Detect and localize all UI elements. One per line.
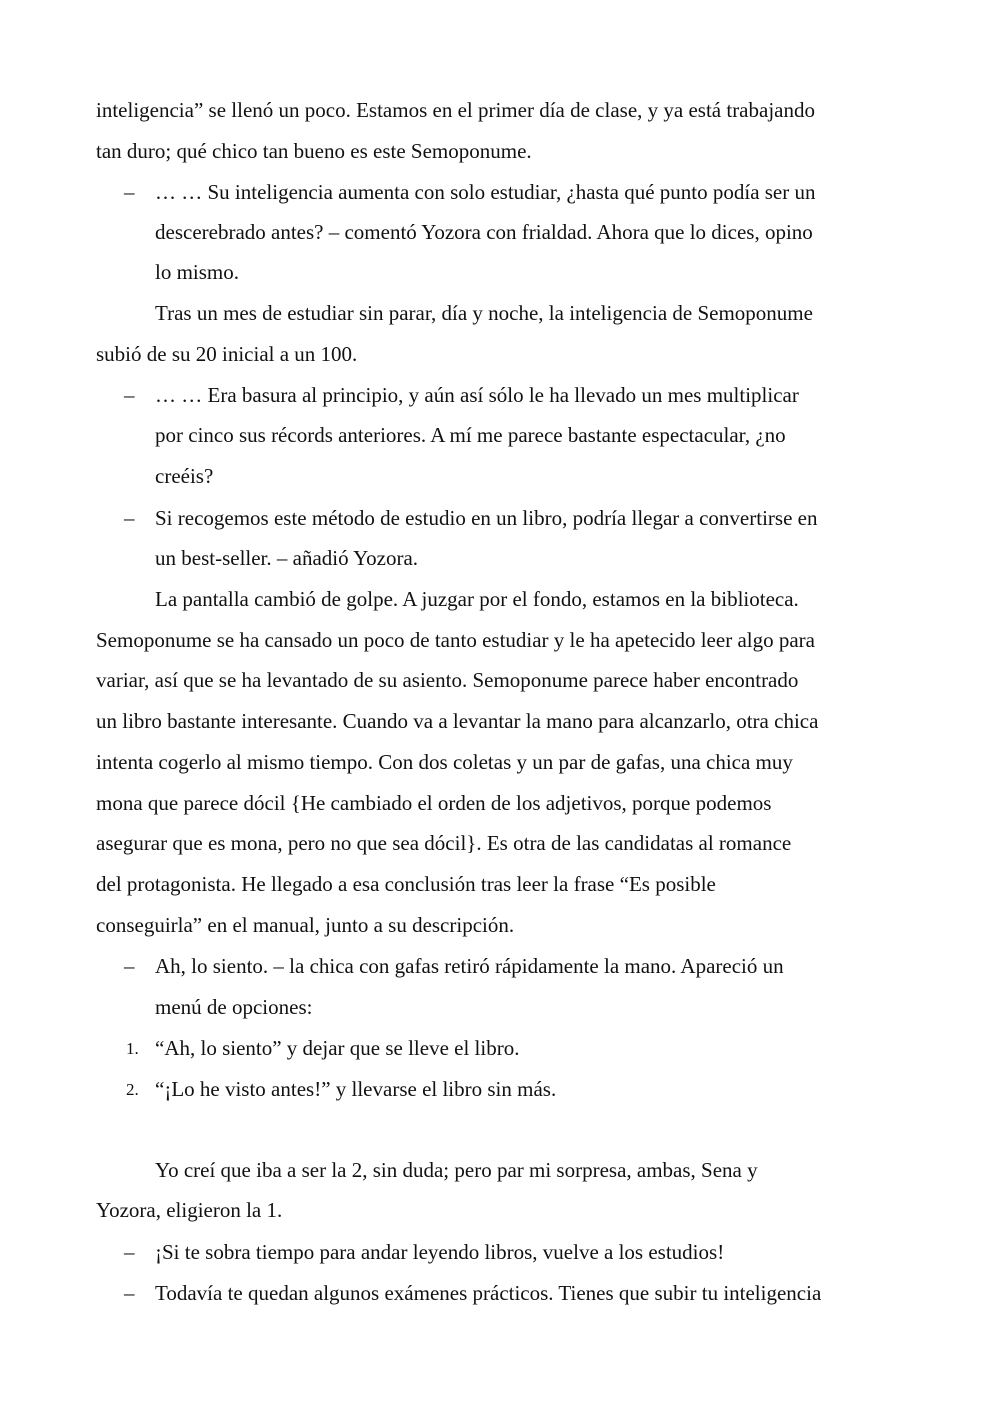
text-line: conseguirla” en el manual, junto a su descripción.: [96, 913, 515, 937]
text-line: tan duro; qué chico tan bueno es este Semoponume.: [96, 139, 532, 163]
dialogue-dash: –: [124, 180, 135, 204]
text-line: … … Su inteligencia aumenta con solo estudiar, ¿hasta qué punto podía ser un: [155, 180, 816, 204]
text-line: Ah, lo siento. – la chica con gafas retiró rápidamente la mano. Apareció un: [155, 954, 784, 978]
text-line: Yo creí que iba a ser la 2, sin duda; pero par mi sorpresa, ambas, Sena y: [155, 1158, 758, 1182]
dialogue-dash: –: [124, 954, 135, 978]
text-line: Si recogemos este método de estudio en un libro, podría llegar a convertirse en: [155, 506, 818, 530]
text-line: Tras un mes de estudiar sin parar, día y noche, la inteligencia de Semoponume: [155, 301, 813, 325]
text-line: por cinco sus récords anteriores. A mí me parece bastante espectacular, ¿no: [155, 423, 786, 447]
text-line: lo mismo.: [155, 260, 240, 284]
list-number: 2.: [126, 1080, 139, 1099]
text-line: subió de su 20 inicial a un 100.: [96, 342, 358, 366]
text-line: menú de opciones:: [155, 995, 313, 1019]
text-line: La pantalla cambió de golpe. A juzgar por el fondo, estamos en la biblioteca.: [155, 587, 799, 611]
text-line: creéis?: [155, 464, 214, 488]
text-line: asegurar que es mona, pero no que sea dócil}. Es otra de las candidatas al romance: [96, 831, 792, 855]
dialogue-dash: –: [124, 1281, 135, 1305]
text-line: un libro bastante interesante. Cuando va a levantar la mano para alcanzarlo, otra chica: [96, 709, 819, 733]
text-line: descerebrado antes? – comentó Yozora con frialdad. Ahora que lo dices, opino: [155, 220, 813, 244]
text-line: del protagonista. He llegado a esa conclusión tras leer la frase “Es posible: [96, 872, 716, 896]
list-item: “¡Lo he visto antes!” y llevarse el libro sin más.: [155, 1077, 557, 1101]
text-line: variar, así que se ha levantado de su asiento. Semoponume parece haber encontrado: [96, 668, 799, 692]
text-line: mona que parece dócil {He cambiado el orden de los adjetivos, porque podemos: [96, 791, 772, 815]
text-line: inteligencia” se llenó un poco. Estamos en el primer día de clase, y ya está trabajando: [96, 98, 815, 122]
text-line: un best-seller. – añadió Yozora.: [155, 546, 419, 570]
dialogue-dash: –: [124, 383, 135, 407]
text-line: intenta cogerlo al mismo tiempo. Con dos coletas y un par de gafas, una chica muy: [96, 750, 793, 774]
text-line: Semoponume se ha cansado un poco de tanto estudiar y le ha apetecido leer algo para: [96, 628, 815, 652]
list-number: 1.: [126, 1039, 139, 1058]
dialogue-dash: –: [124, 506, 135, 530]
text-line: … … Era basura al principio, y aún así sólo le ha llevado un mes multiplicar: [155, 383, 799, 407]
text-line: ¡Si te sobra tiempo para andar leyendo libros, vuelve a los estudios!: [155, 1240, 725, 1264]
dialogue-dash: –: [124, 1240, 135, 1264]
list-item: “Ah, lo siento” y dejar que se lleve el libro.: [155, 1036, 520, 1060]
text-line: Yozora, eligieron la 1.: [96, 1198, 283, 1222]
text-line: Todavía te quedan algunos exámenes prácticos. Tienes que subir tu inteligencia: [155, 1281, 822, 1305]
